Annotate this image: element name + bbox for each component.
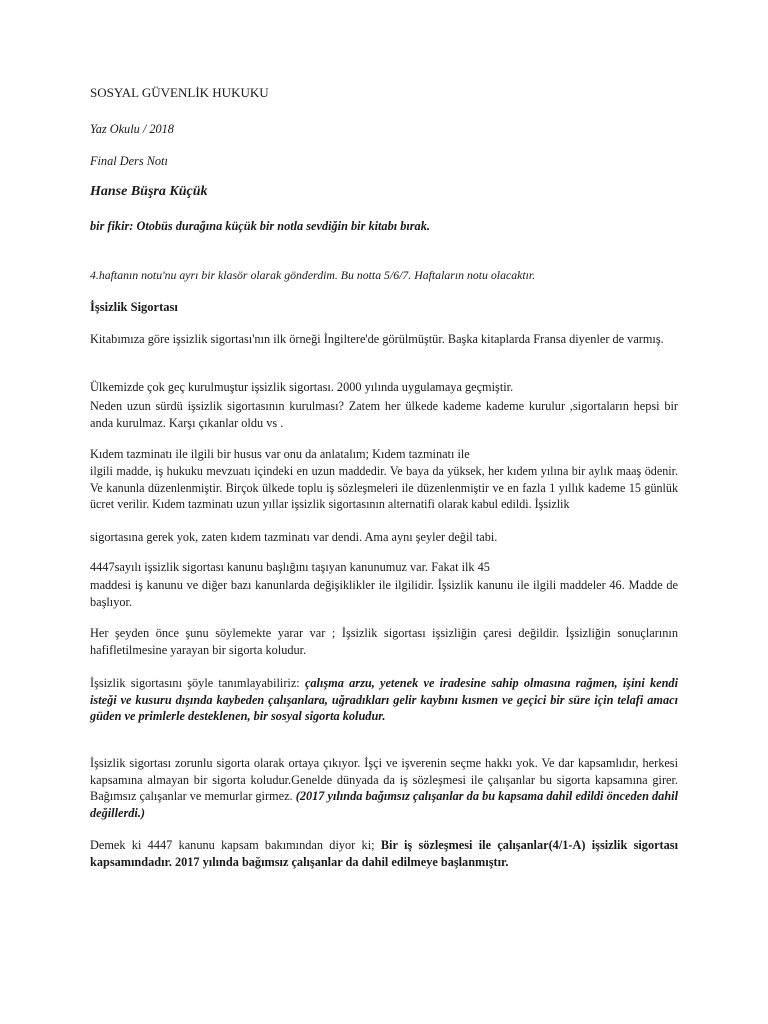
author-name: Hanse Büşra Küçük xyxy=(90,184,208,199)
definition-text: çalışma arzu, yetenek ve iradesine sahip olmasına rağmen, işini kendi isteği ve kusuru dışında kaybeden çalışanlara, uğradıkları gelir kaybını kısmen ve geçici bir süre için telafi amacı güden ve primlerle desteklenen, bir sosyal sigorta koludur. xyxy=(90,676,678,723)
paragraph-9 xyxy=(90,837,678,870)
paragraph-5-first-line: 4447sayılı işsizlik sigortası kanunu başlığını taşıyan kanunumuz var. Fakat ilk 45 xyxy=(90,560,490,574)
paragraph-9-lead: Demek ki 4447 kanunu kapsam bakımından diyor ki; xyxy=(90,838,381,852)
paragraph-8-note: (2017 yılında bağımsız çalışanlar da bu kapsama dahil edildi önceden dahil değillerdi.) xyxy=(90,789,678,820)
subtitle-label: Final Ders Notı xyxy=(90,154,168,168)
paragraph-4-first-line: Kıdem tazminatı ile ilgili bir husus var onu da anlatalım; Kıdem tazminatı ile xyxy=(90,447,470,461)
paragraph-9-bold: Bir iş sözleşmesi ile çalışanlar(4/1-A) işsizlik sigortası kapsamındadır. 2017 yılında bağımsız çalışanlar da dahil edilmeye başlanmıştır. xyxy=(90,838,678,869)
paragraph-5-body: maddesi iş kanunu ve diğer bazı kanunlarda değişiklikler ile ilgilidir. İşsizlik kanunu ile ilgili maddeler 46. Madde de başlıyor. xyxy=(90,578,678,609)
paragraph-4-body: ilgili madde, iş hukuku mevzuatı içindeki en uzun maddedir. Ve baya da yüksek, her kıdem yılına bir aylık maaş ödenir. Ve kanunla düzenlenmiştir. Birçok ülkede toplu iş sözleşmeleri ile düzenlenmiştir ve en fazla 1 yıllık kademe 15 günlük ücret verilir. Kıdem tazminatı uzun yıllar işsizlik sigortasının alternatifi olarak kabul edildi. İşsizlik xyxy=(90,464,678,511)
section-heading: İşsizlik Sigortası xyxy=(90,300,178,314)
document-title: SOSYAL GÜVENLİK HUKUKU xyxy=(90,85,269,100)
paragraph-6: Her şeyden önce şunu söylemekte yarar var ; İşsizlik sigortası işsizliğin çaresi değildir. İşsizliğin sonuçlarının hafifletilmesine yarayan bir sigorta koludur. xyxy=(90,626,678,657)
paragraph-7 xyxy=(90,675,678,725)
idea-line: bir fikir: Otobüs durağına küçük bir notla sevdiğin bir kitabı bırak. xyxy=(90,219,430,233)
paragraph-4-last-line: sigortasına gerek yok, zaten kıdem tazminatı var dendi. Ama aynı şeyler değil tabi. xyxy=(90,530,498,544)
paragraph-2: Ülkemizde çok geç kurulmuştur işsizlik sigortası. 2000 yılında uygulamaya geçmiştir. xyxy=(90,380,514,394)
paragraph-8 xyxy=(90,755,678,821)
definition-lead: İşsizlik sigortasını şöyle tanımlayabiliriz: xyxy=(90,676,305,690)
term-label: Yaz Okulu / 2018 xyxy=(90,122,174,136)
paragraph-1: Kitabımıza göre işsizlik sigortası'nın ilk örneği İngiltere'de görülmüştür. Başka kitaplarda Fransa diyenler de varmış. xyxy=(90,332,664,346)
paragraph-8-text: İşsizlik sigortası zorunlu sigorta olarak ortaya çıkıyor. İşçi ve işverenin seçme hakkı yok. Ve dar kapsamlıdır, herkesi kapsamına almayan bir sigorta koludur.Genelde dünyada da iş sözleşmesi ile çalışanlar bu sigorta kapsamına girer. Bağımsız çalışanlar ve memurlar girmez. xyxy=(90,756,678,803)
paragraph-3: Neden uzun sürdü işsizlik sigortasının kurulması? Zatem her ülkede kademe kademe kurulur ,sigortaların hepsi bir anda kurulmaz. Karşı çıkanlar oldu vs . xyxy=(90,399,678,430)
note-line: 4.haftanın notu'nu ayrı bir klasör olarak gönderdim. Bu notta 5/6/7. Haftaların notu olacaktır. xyxy=(90,268,536,282)
